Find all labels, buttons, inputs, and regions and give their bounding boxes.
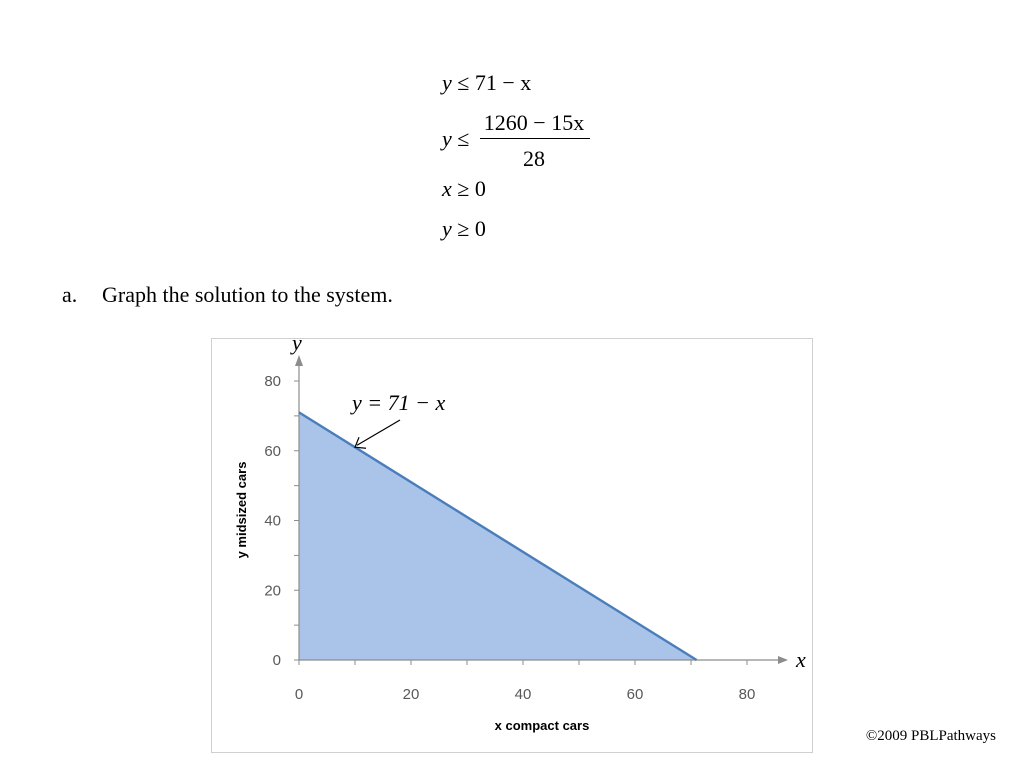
x-axis-arrow-label: x xyxy=(796,647,806,672)
eq2-numerator: 1260 − 15x xyxy=(483,110,585,135)
y-axis-label: y midsized cars xyxy=(234,461,249,559)
y-tick-label: 60 xyxy=(264,442,281,460)
x-tick-label: 40 xyxy=(514,686,532,703)
x-tick-label: 80 xyxy=(738,686,756,703)
copyright: ©2009 PBLPathways xyxy=(865,728,996,744)
y-tick-label: 20 xyxy=(264,582,281,600)
question-marker: a. xyxy=(62,282,78,307)
eq4-lhs: y xyxy=(442,216,452,241)
line-annotation: y = 71 − x xyxy=(352,390,446,415)
y-tick-label: 40 xyxy=(264,512,281,530)
x-tick-label: 20 xyxy=(402,686,420,703)
x-tick-label: 0 xyxy=(294,686,304,703)
eq4-rhs: 0 xyxy=(474,216,486,241)
eq3-op: ≥ xyxy=(457,176,470,201)
eq2-denominator: 28 xyxy=(523,146,545,171)
y-tick-label: 80 xyxy=(264,373,281,390)
eq2-lhs: y xyxy=(442,126,452,151)
x-tick-label: 60 xyxy=(626,686,644,703)
question-text: Graph the solution to the system. xyxy=(102,282,393,307)
eq1-rhs: 71 − x xyxy=(474,70,532,95)
eq2-op: ≤ xyxy=(457,126,470,151)
eq1-op: ≤ xyxy=(457,70,470,95)
x-axis-label: x compact cars xyxy=(494,718,590,733)
eq4-op: ≥ xyxy=(457,216,470,241)
eq3-rhs: 0 xyxy=(474,176,486,201)
eq1-lhs: y xyxy=(442,70,452,95)
y-axis-arrow-label: y xyxy=(292,330,302,355)
eq3-lhs: x xyxy=(442,176,452,201)
y-tick-label: 0 xyxy=(272,652,281,669)
